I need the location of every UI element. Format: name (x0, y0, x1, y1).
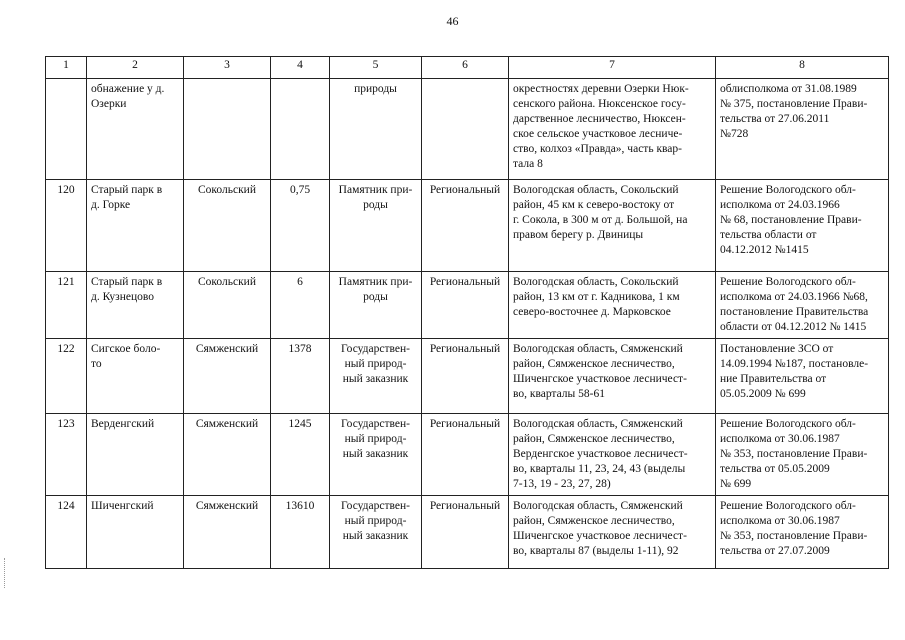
district: Сямженский (184, 414, 271, 496)
area-name: Шиченгский (87, 496, 184, 569)
legal-document: Постановление ЗСО от 14.09.1994 №187, постановле- ние Правительства от 05.05.2009 № 699 (716, 339, 889, 414)
area-size: 0,75 (271, 180, 330, 272)
table-row (46, 79, 889, 180)
protected-areas-table (45, 56, 889, 569)
category: Государствен- ный природ- ный заказник (330, 496, 422, 569)
legal-document: Решение Вологодского обл- исполкома от 24.03.1966 №68, постановление Правительства области от 04.12.2012 № 1415 (716, 272, 889, 339)
row-number: 122 (46, 339, 87, 414)
significance: Региональный (422, 180, 509, 272)
area-name: Старый парк в д. Кузнецово (87, 272, 184, 339)
location: Вологодская область, Сямженский район, Сямженское лесничество, Шиченгское участковое лесничест- во, кварталы 87 (выделы 1-11), 92 (509, 496, 716, 569)
table-row (46, 496, 889, 569)
column-header: 5 (330, 57, 422, 79)
district: Сокольский (184, 180, 271, 272)
location: Вологодская область, Сокольский район, 13 км от г. Кадникова, 1 км северо-восточнее д. Марковское (509, 272, 716, 339)
scan-margin-mark (4, 558, 8, 588)
significance: Региональный (422, 339, 509, 414)
category: природы (330, 79, 422, 180)
column-header: 2 (87, 57, 184, 79)
row-number: 124 (46, 496, 87, 569)
area-name: обнажение у д. Озерки (87, 79, 184, 180)
table-row (46, 414, 889, 496)
table-row (46, 180, 889, 272)
legal-document: Решение Вологодского обл- исполкома от 24.03.1966 № 68, постановление Прави- тельства области от 04.12.2012 №1415 (716, 180, 889, 272)
column-header: 3 (184, 57, 271, 79)
column-header: 8 (716, 57, 889, 79)
area-size (271, 79, 330, 180)
column-header: 6 (422, 57, 509, 79)
row-number (46, 79, 87, 180)
significance: Региональный (422, 272, 509, 339)
district (184, 79, 271, 180)
column-header: 1 (46, 57, 87, 79)
significance (422, 79, 509, 180)
area-size: 6 (271, 272, 330, 339)
column-number-row (46, 57, 889, 79)
column-header: 4 (271, 57, 330, 79)
area-name: Сигское боло- то (87, 339, 184, 414)
location: Вологодская область, Сокольский район, 45 км к северо-востоку от г. Сокола, в 300 м от д. Большой, на правом берегу р. Двиницы (509, 180, 716, 272)
district: Сокольский (184, 272, 271, 339)
significance: Региональный (422, 414, 509, 496)
category: Государствен- ный природ- ный заказник (330, 414, 422, 496)
district: Сямженский (184, 496, 271, 569)
page-number: 46 (446, 14, 459, 28)
legal-document: Решение Вологодского обл- исполкома от 30.06.1987 № 353, постановление Прави- тельства от 05.05.2009 № 699 (716, 414, 889, 496)
row-number: 120 (46, 180, 87, 272)
category: Памятник при- роды (330, 180, 422, 272)
category: Государствен- ный природ- ный заказник (330, 339, 422, 414)
location: окрестностях деревни Озерки Нюк- сенского района. Нюксенское госу- дарственное лесничество, Нюксен- ское сельское участковое лесниче- ство, колхоз «Правда», часть квар- тала 8 (509, 79, 716, 180)
legal-document: облисполкома от 31.08.1989 № 375, постановление Прави- тельства от 27.06.2011 №728 (716, 79, 889, 180)
category: Памятник при- роды (330, 272, 422, 339)
area-size: 1378 (271, 339, 330, 414)
district: Сямженский (184, 339, 271, 414)
table-row (46, 339, 889, 414)
area-name: Старый парк в д. Горке (87, 180, 184, 272)
significance: Региональный (422, 496, 509, 569)
table-row (46, 272, 889, 339)
area-size: 1245 (271, 414, 330, 496)
row-number: 121 (46, 272, 87, 339)
location: Вологодская область, Сямженский район, Сямженское лесничество, Верденгское участковое лесничест- во, кварталы 11, 23, 24, 43 (выделы 7-13, 19 - 23, 27, 28) (509, 414, 716, 496)
location: Вологодская область, Сямженский район, Сямженское лесничество, Шиченгское участковое лесничест- во, кварталы 58-61 (509, 339, 716, 414)
legal-document: Решение Вологодского обл- исполкома от 30.06.1987 № 353, постановление Прави- тельства от 27.07.2009 (716, 496, 889, 569)
area-size: 13610 (271, 496, 330, 569)
row-number: 123 (46, 414, 87, 496)
column-header: 7 (509, 57, 716, 79)
area-name: Верденгский (87, 414, 184, 496)
